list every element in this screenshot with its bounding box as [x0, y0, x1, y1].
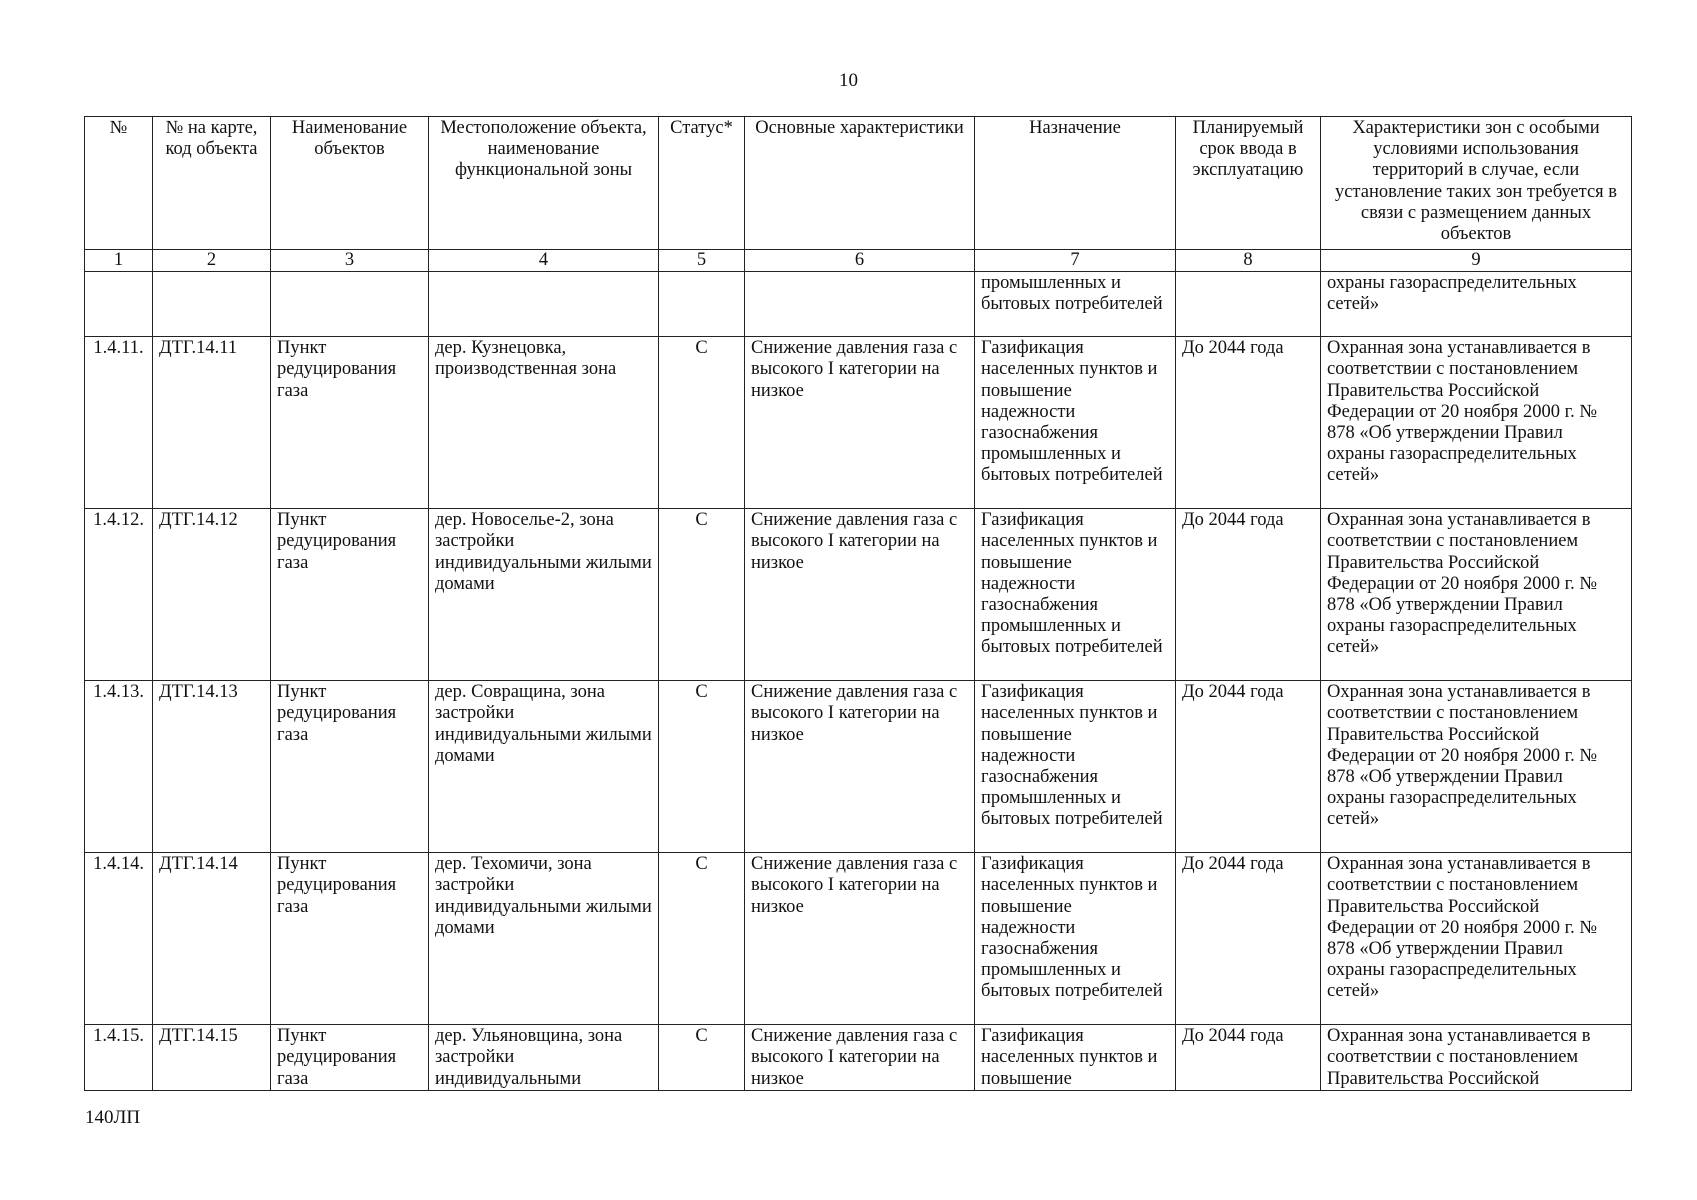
table-cell-name: Пункт редуцирования газа — [271, 337, 429, 509]
table-cell-no: 1.4.14. — [85, 853, 153, 1025]
table-cell-characteristics: Снижение давления газа с высокого I категории на низкое — [745, 853, 975, 1025]
table-cell-zone: Охранная зона устанавливается в соответствии с постановлением Правительства Российской Федерации от 20 ноября 2000 г. № 878 «Об утверждении Правил охраны газораспределительных сетей» — [1321, 853, 1632, 1025]
table-cell-date: До 2044 года — [1176, 853, 1321, 1025]
column-number-cell: 6 — [745, 250, 975, 272]
header-cell-map-code: № на карте, код объекта — [153, 117, 271, 250]
header-cell-object-name: Наименование объектов — [271, 117, 429, 250]
column-number-cell: 4 — [429, 250, 659, 272]
table-cell — [153, 272, 271, 337]
table-cell — [271, 272, 429, 337]
table-cell-code: ДТГ.14.11 — [153, 337, 271, 509]
column-number-cell: 1 — [85, 250, 153, 272]
table-cell — [659, 272, 745, 337]
table-cell-date: До 2044 года — [1176, 509, 1321, 681]
table-cell — [429, 272, 659, 337]
table-cell — [745, 272, 975, 337]
header-cell-location: Местоположение объекта, наименование функциональной зоны — [429, 117, 659, 250]
table-cell-purpose: Газификация населенных пунктов и повышение — [975, 1025, 1176, 1091]
table-cell-date: До 2044 года — [1176, 1025, 1321, 1091]
table-cell: охраны газораспределительных сетей» — [1321, 272, 1632, 337]
column-number-cell: 3 — [271, 250, 429, 272]
table-cell-code: ДТГ.14.15 — [153, 1025, 271, 1091]
table-cell-no: 1.4.15. — [85, 1025, 153, 1091]
table-row — [85, 337, 1632, 509]
header-cell-special-zones: Характеристики зон с особыми условиями использования территорий в случае, если установление таких зон требуется в связи с размещением данных объектов — [1321, 117, 1632, 250]
table-cell-status: С — [659, 1025, 745, 1091]
table-cell-status: С — [659, 337, 745, 509]
table-cell-location: дер. Ульяновщина, зона застройки индивидуальными — [429, 1025, 659, 1091]
column-number-cell: 2 — [153, 250, 271, 272]
column-number-row — [85, 250, 1632, 272]
table-cell-name: Пункт редуцирования газа — [271, 681, 429, 853]
table-cell-characteristics: Снижение давления газа с высокого I категории на низкое — [745, 1025, 975, 1091]
table-cell-date: До 2044 года — [1176, 681, 1321, 853]
header-cell-status: Статус* — [659, 117, 745, 250]
table-cell-name: Пункт редуцирования газа — [271, 509, 429, 681]
table-cell-code: ДТГ.14.12 — [153, 509, 271, 681]
table-cell-code: ДТГ.14.13 — [153, 681, 271, 853]
table-cell-code: ДТГ.14.14 — [153, 853, 271, 1025]
table-cell-characteristics: Снижение давления газа с высокого I категории на низкое — [745, 681, 975, 853]
table-row — [85, 681, 1632, 853]
table-cell-location: дер. Кузнецовка, производственная зона — [429, 337, 659, 509]
table-cell-zone: Охранная зона устанавливается в соответствии с постановлением Правительства Российской Федерации от 20 ноября 2000 г. № 878 «Об утверждении Правил охраны газораспределительных сетей» — [1321, 509, 1632, 681]
table-cell-zone: Охранная зона устанавливается в соответствии с постановлением Правительства Российской Федерации от 20 ноября 2000 г. № 878 «Об утверждении Правил охраны газораспределительных сетей» — [1321, 337, 1632, 509]
header-cell-characteristics: Основные характеристики — [745, 117, 975, 250]
table-cell-location: дер. Новоселье-2, зона застройки индивидуальными жилыми домами — [429, 509, 659, 681]
table-cell-no: 1.4.11. — [85, 337, 153, 509]
column-number-cell: 5 — [659, 250, 745, 272]
table-cell-zone: Охранная зона устанавливается в соответствии с постановлением Правительства Российской — [1321, 1025, 1632, 1091]
column-number-cell: 9 — [1321, 250, 1632, 272]
table-row — [85, 853, 1632, 1025]
table-cell-no: 1.4.13. — [85, 681, 153, 853]
table-cell-name: Пункт редуцирования газа — [271, 1025, 429, 1091]
table-cell-characteristics: Снижение давления газа с высокого I категории на низкое — [745, 337, 975, 509]
column-number-cell: 8 — [1176, 250, 1321, 272]
table-cell-characteristics: Снижение давления газа с высокого I категории на низкое — [745, 509, 975, 681]
column-number-cell: 7 — [975, 250, 1176, 272]
header-cell-commissioning-date: Планируемый срок ввода в эксплуатацию — [1176, 117, 1321, 250]
header-cell-no: № — [85, 117, 153, 250]
table-cell-purpose: Газификация населенных пунктов и повышение надежности газоснабжения промышленных и бытовых потребителей — [975, 853, 1176, 1025]
table-cell — [85, 272, 153, 337]
table-row — [85, 509, 1632, 681]
table-cell: промышленных и бытовых потребителей — [975, 272, 1176, 337]
document-code: 140ЛП — [85, 1107, 141, 1128]
table-cell-purpose: Газификация населенных пунктов и повышение надежности газоснабжения промышленных и бытовых потребителей — [975, 337, 1176, 509]
objects-table — [84, 116, 1632, 1091]
table-cell-status: С — [659, 853, 745, 1025]
table-cell-status: С — [659, 681, 745, 853]
table-cell-purpose: Газификация населенных пунктов и повышение надежности газоснабжения промышленных и бытовых потребителей — [975, 681, 1176, 853]
header-cell-purpose: Назначение — [975, 117, 1176, 250]
table-cell-no: 1.4.12. — [85, 509, 153, 681]
table-cell-purpose: Газификация населенных пунктов и повышение надежности газоснабжения промышленных и бытовых потребителей — [975, 509, 1176, 681]
table-cell-status: С — [659, 509, 745, 681]
continuation-row — [85, 272, 1632, 337]
table-row — [85, 1025, 1632, 1091]
table-cell-date: До 2044 года — [1176, 337, 1321, 509]
table-cell-location: дер. Техомичи, зона застройки индивидуальными жилыми домами — [429, 853, 659, 1025]
table-cell-name: Пункт редуцирования газа — [271, 853, 429, 1025]
header-row — [85, 117, 1632, 250]
page-number: 10 — [839, 70, 858, 91]
table-cell — [1176, 272, 1321, 337]
table-cell-location: дер. Совращина, зона застройки индивидуальными жилыми домами — [429, 681, 659, 853]
table-cell-zone: Охранная зона устанавливается в соответствии с постановлением Правительства Российской Федерации от 20 ноября 2000 г. № 878 «Об утверждении Правил охраны газораспределительных сетей» — [1321, 681, 1632, 853]
